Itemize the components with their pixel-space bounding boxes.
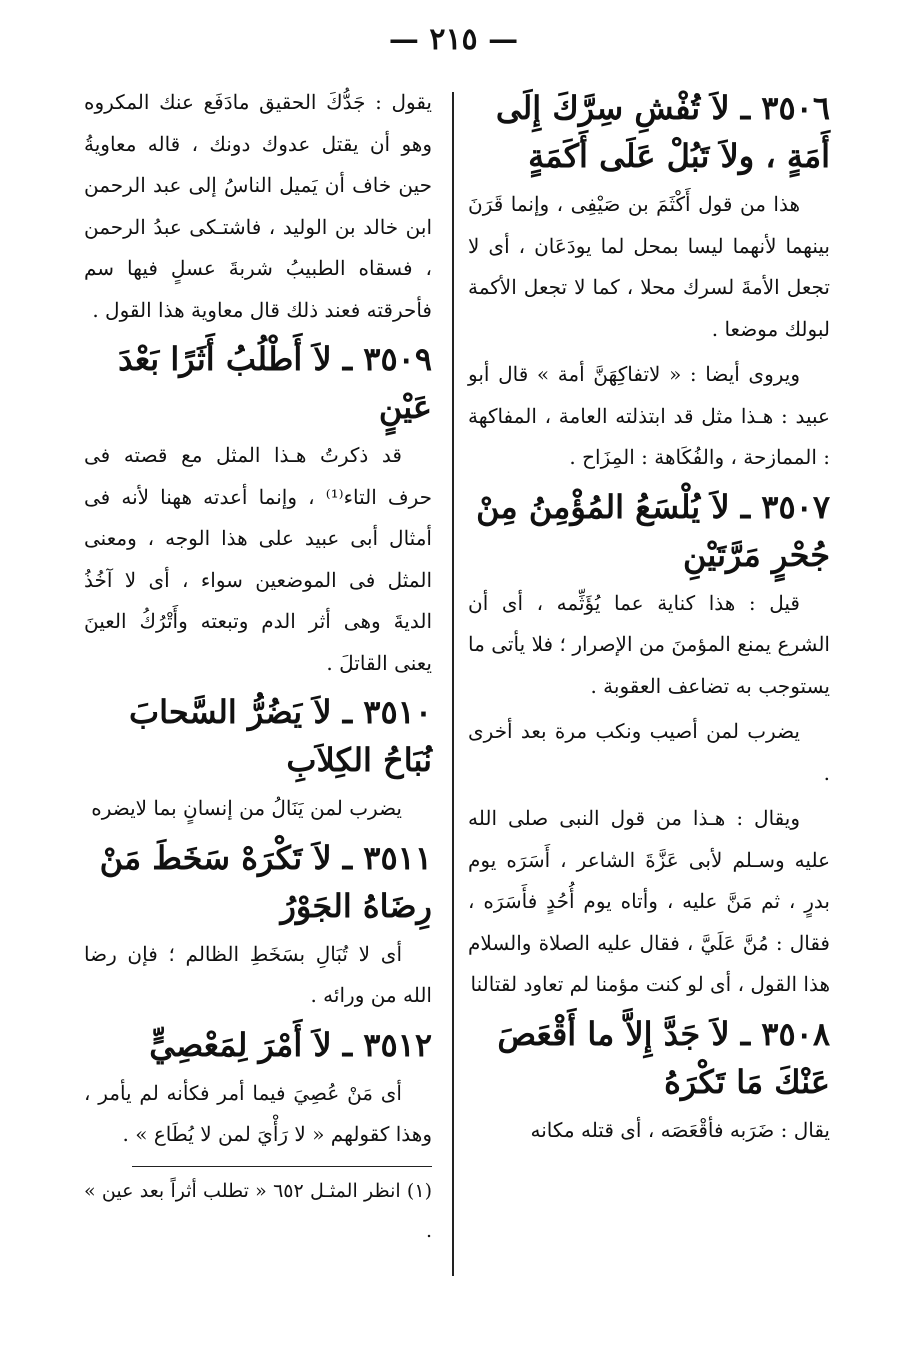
commentary-paragraph: أى لا تُبَالِ بسَخَطِ الظالم ؛ فإن رضا الله من ورائه . xyxy=(84,941,432,1007)
proverb-heading: ٣٥٠٨ ـ لاَ جَدَّ إِلاَّ ما أَقْعَصَ عَنْكَ مَا تَكْرَهُ xyxy=(497,1014,830,1101)
commentary-paragraph: يضرب لمن أصيب ونكب مرة بعد أخرى . xyxy=(468,719,830,785)
proverb-heading: ٣٥٠٦ ـ لاَ تُفْشِ سِرَّكَ إِلَى أَمَةٍ ، ولاَ تَبُلْ عَلَى أَكَمَةٍ xyxy=(495,89,830,175)
commentary-paragraph: يضرب لمن يَنَالُ من إنسانٍ بما لايضره xyxy=(91,796,402,820)
footnote: (١) انظر المثـل ٦٥٢ « تطلب أثراً بعد عين » . xyxy=(84,1179,432,1242)
column-divider xyxy=(452,92,454,1276)
commentary-paragraph: ويروى أيضا : « لاتفاكِهَنَّ أمة » قال أبو عبيد : هـذا مثل قد ابتذلته العامة ، المفاكهة : الممازحة ، والفُكَاهة : المِزَاح . xyxy=(468,362,830,469)
commentary-paragraph: ويقال : هـذا من قول النبى صلى الله عليه وسـلم لأبى عَزَّةَ الشاعر ، أَسَرَه يوم بدرٍ ، ثم مَنَّ عليه ، وأتاه يوم أُحُدٍ فأَسَرَه ، فقال : مُنَّ عَلَيَّ ، فقال عليه الصلاة والسلام هذا القول ، أى لو كنت مؤمنا لم تعاود لقتالنا xyxy=(468,806,830,996)
commentary-paragraph: قد ذكرتُ هـذا المثل مع قصته فى حرف التاء⁽¹⁾ ، وإنما أعدته ههنا لأنه فى أمثال أبى عبيد على هذا الوجه ، ومعنى المثل فى الموضعين سواء ، أى لا آخُذُ الديةَ وهى أثر الدم وتبعته وأَتْرُكُ العينَ يعنى القاتلَ . xyxy=(84,443,433,675)
footnote-rule xyxy=(132,1166,432,1167)
right-column xyxy=(468,82,830,1155)
commentary-paragraph: قيل : هذا كناية عما يُؤَثِّمه ، أى أن الشرع يمنع المؤمنَ من الإصرار ؛ فلا يأتى ما يستوجب به تضاعف العقوبة . xyxy=(468,590,830,698)
proverb-heading: ٣٥١٢ ـ لاَ أَمْرَ لِمَعْصِيٍّ xyxy=(149,1025,432,1064)
proverb-heading: ٣٥٠٧ ـ لاَ يُلْسَعُ المُؤْمِنُ مِنْ جُحْرٍ مَرَّتَيْنِ xyxy=(476,487,830,574)
proverb-heading: ٣٥١٠ ـ لاَ يَضُرُّ السَّحابَ نُبَاحُ الكِلاَبِ xyxy=(129,693,432,779)
proverb-heading: ٣٥٠٩ ـ لاَ أَطْلُبُ أَثَرًا بَعْدَ عَيْنٍ xyxy=(118,340,432,426)
commentary-paragraph: يقال : ضَرَبه فأقْعَصَه ، أى قتله مكانه xyxy=(530,1117,830,1142)
page-number: — ٢١٥ — xyxy=(388,22,519,57)
proverb-heading: ٣٥١١ ـ لاَ تَكْرَهْ سَخَطَ مَنْ رِضَاهُ الجَوْرُ xyxy=(99,838,432,925)
commentary-paragraph: يقول : جَدُّكَ الحقيق مادَفَع عنك المكروه وهو أن يقتل عدوك دونك ، قاله معاويةُ حين خاف أن يَميل الناسُ إلى عبد الرحمن ابن خالد بن الوليد ، فاشتـكى عبدُ الرحمن ، فسقاه الطبيبُ شربةَ عسلٍ فيها سم فأحرقته فعند ذلك قال معاوية هذا القول . xyxy=(84,90,432,322)
commentary-paragraph: أى مَنْ عُصِيَ فيما أمر فكأنه لم يأمر ، وهذا كقولهم « لا رَأْيَ لمن لا يُطَاع » . xyxy=(84,1080,432,1146)
commentary-paragraph: هذا من قول أَكْثَمَ بن صَيْفِى ، وإنما قَرَنَ بينهما لأنهما ليسا بمحل لما يودَعَان ، أى لا تجعل الأمةَ لسرك محلا ، كما لا تجعل الأكمة لبولك موضعا . xyxy=(468,192,830,341)
left-column xyxy=(84,82,432,1255)
